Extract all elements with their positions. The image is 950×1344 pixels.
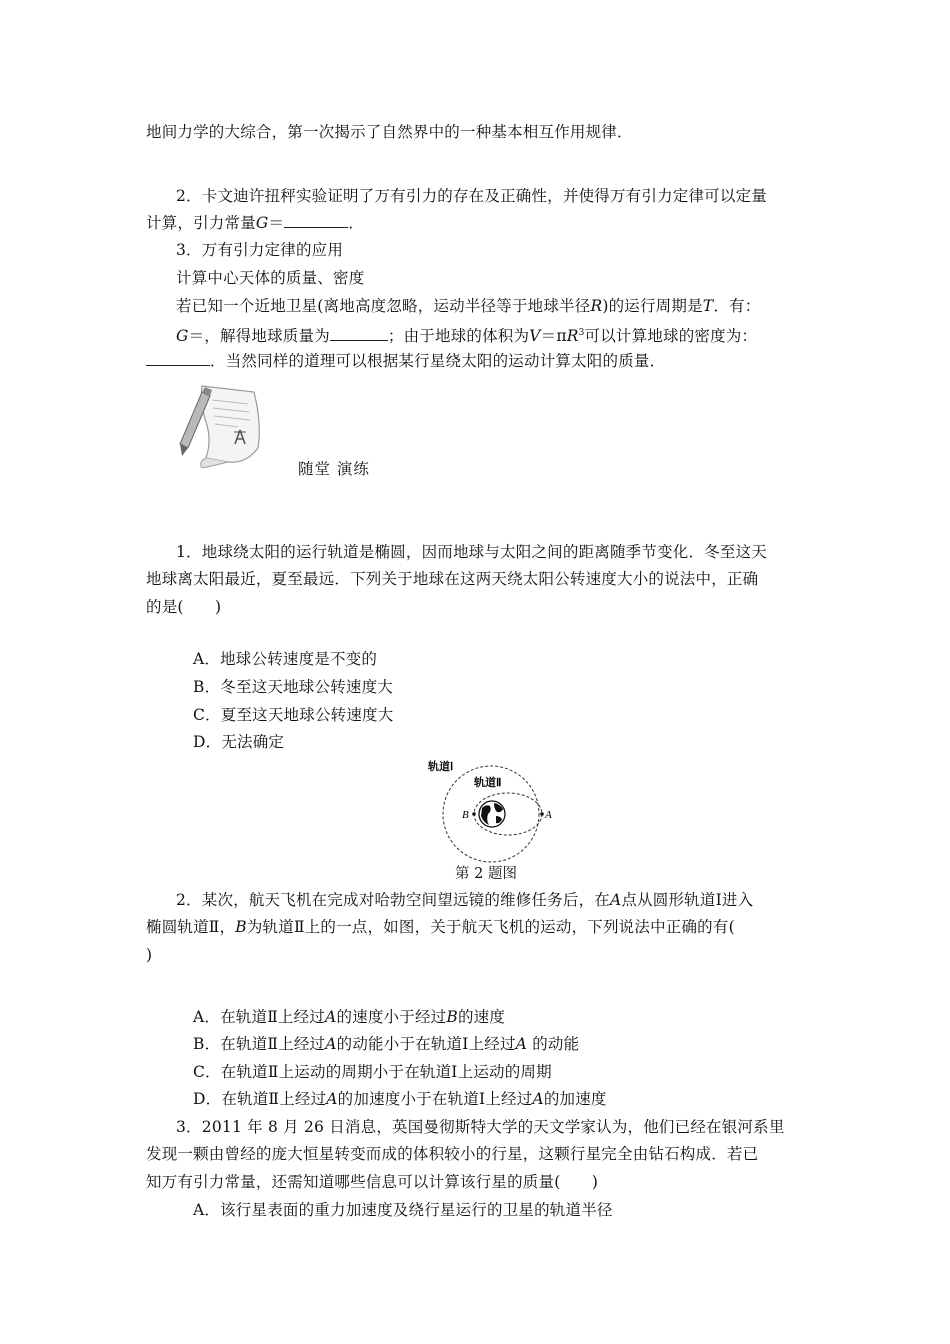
answer-blank[interactable] <box>146 351 210 366</box>
section-heading: 随堂 演练 <box>298 460 370 478</box>
point-a-dot <box>540 812 544 816</box>
figure-caption: 第 2 题图 <box>455 866 517 882</box>
question-2-stem: 2．某次，航天飞机在完成对哈勃空间望远镜的维修任务后，在A点从圆形轨道Ⅰ进入 <box>176 891 754 909</box>
orbit-2-label: 轨道Ⅱ <box>474 777 502 789</box>
point-b-dot <box>472 812 476 816</box>
question-1-stem: 地球离太阳最近，夏至最远．下列关于地球在这两天绕太阳公转速度大小的说法中，正确 <box>146 570 759 588</box>
orbit-diagram <box>416 756 566 864</box>
text-line: 计算中心天体的质量、密度 <box>176 269 365 287</box>
text-line: 地间力学的大综合，第一次揭示了自然界中的一种基本相互作用规律． <box>146 123 633 141</box>
question-2-option-c[interactable]: C．在轨道Ⅱ上运动的周期小于在轨道Ⅰ上运动的周期 <box>193 1063 552 1081</box>
question-1-stem: 1．地球绕太阳的运行轨道是椭圆，因而地球与太阳之间的距离随季节变化．冬至这天 <box>176 543 767 561</box>
orbit-1-label: 轨道Ⅰ <box>428 761 454 773</box>
notepad-pencil-icon <box>172 378 268 468</box>
text-line: ．当然同样的道理可以根据某行星绕太阳的运动计算太阳的质量． <box>146 351 816 371</box>
question-2-option-a[interactable]: A．在轨道Ⅱ上经过A的速度小于经过B的速度 <box>193 1008 506 1026</box>
question-1-option-c[interactable]: C．夏至这天地球公转速度大 <box>193 706 394 724</box>
question-3-stem: 知万有引力常量，还需知道哪些信息可以计算该行星的质量( ) <box>146 1173 599 1191</box>
question-3-option-a[interactable]: A．该行星表面的重力加速度及绕行星运行的卫星的轨道半径 <box>193 1201 613 1219</box>
question-1-option-a[interactable]: A．地球公转速度是不变的 <box>193 650 378 668</box>
question-1-stem: 的是( ) <box>146 598 222 616</box>
text-line: 计算，引力常量G＝ ． <box>146 214 364 232</box>
text-line: 2．卡文迪许扭秤实验证明了万有引力的存在及正确性，并使得万有引力定律可以定量 <box>176 187 767 205</box>
question-3-stem: 发现一颗由曾经的庞大恒星转变而成的体积较小的行星，这颗行星完全由钻石构成．若已 <box>146 1145 759 1163</box>
answer-blank[interactable] <box>284 213 348 228</box>
question-2-stem: 椭圆轨道Ⅱ，B为轨道Ⅱ上的一点，如图，关于航天飞机的运动，下列说法中正确的有( <box>146 918 735 936</box>
point-b-label: B <box>462 809 469 821</box>
question-2-option-b[interactable]: B．在轨道Ⅱ上经过A的动能小于在轨道Ⅰ上经过A 的动能 <box>193 1035 580 1053</box>
text-line: G＝，解得地球质量为 ；由于地球的体积为$V=\pi R^3$可以计算地球的密度为： <box>176 327 758 346</box>
point-a-label: A <box>545 809 552 821</box>
text-line: 3．万有引力定律的应用 <box>176 241 344 259</box>
question-3-stem: 3．2011 年 8 月 26 日消息，英国曼彻斯特大学的天文学家认为，他们已经在银河系里 <box>176 1118 785 1136</box>
question-2-option-d[interactable]: D．在轨道Ⅱ上经过A的加速度小于在轨道Ⅰ上经过A的加速度 <box>193 1090 607 1108</box>
text-line: 若已知一个近地卫星(离地高度忽略，运动半径等于地球半径R)的运行周期是T．有： <box>176 297 761 315</box>
question-1-option-d[interactable]: D．无法确定 <box>193 733 285 751</box>
question-1-option-b[interactable]: B．冬至这天地球公转速度大 <box>193 678 393 696</box>
answer-blank[interactable] <box>330 326 388 341</box>
question-2-stem: ) <box>146 946 153 964</box>
